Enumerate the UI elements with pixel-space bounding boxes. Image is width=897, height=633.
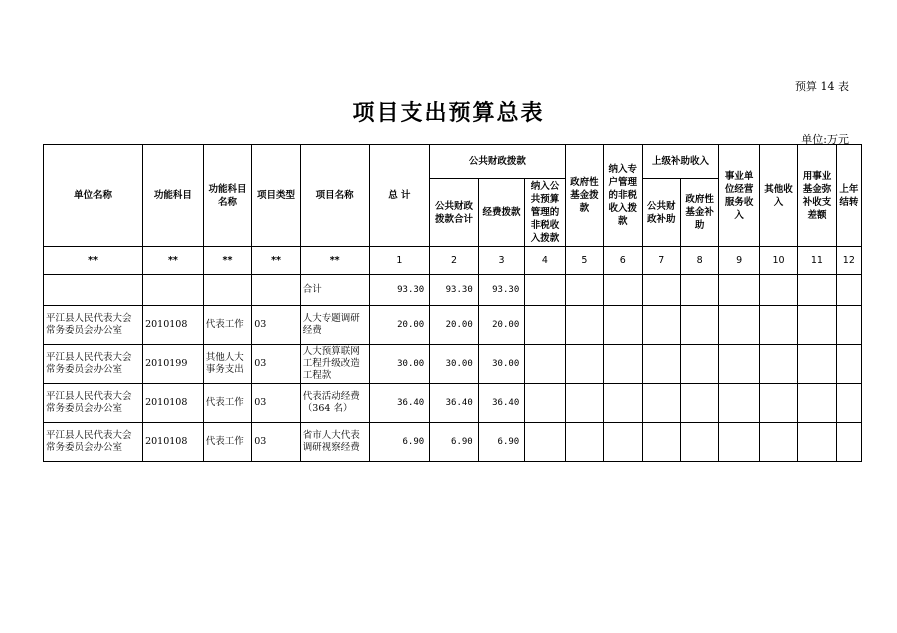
row-public-fin: 6.90 [430, 423, 479, 462]
row-total: 36.40 [369, 384, 430, 423]
table-row [44, 384, 862, 423]
total-total: 93.30 [369, 275, 430, 306]
total-row [44, 275, 862, 306]
header-superior-group: 上级补助收入 [642, 145, 719, 179]
row-func-name: 代表工作 [203, 384, 252, 423]
header-special-non-tax: 纳入专户管理的非税收入拨款 [604, 145, 642, 247]
row-public-fin: 30.00 [430, 345, 479, 384]
header-gov-fund: 政府性基金拨款 [565, 145, 603, 247]
row-total: 20.00 [369, 306, 430, 345]
row-public-fin: 36.40 [430, 384, 479, 423]
row-name: 代表活动经费（364 名） [300, 384, 369, 423]
row-func-name: 代表工作 [203, 423, 252, 462]
header-func-subject: 功能科目 [143, 145, 204, 247]
index-cell: 12 [836, 247, 861, 275]
index-cell: 4 [525, 247, 565, 275]
row-expense-fund: 36.40 [478, 384, 525, 423]
row-func: 2010108 [143, 306, 204, 345]
row-name: 人大预算联网工程升级改造工程款 [300, 345, 369, 384]
header-sup-gov-fund: 政府性基金补助 [680, 179, 718, 247]
header-non-tax-budget: 纳入公共预算管理的非税收入拨款 [525, 179, 565, 247]
row-func-name: 代表工作 [203, 306, 252, 345]
index-cell: ** [252, 247, 301, 275]
index-cell: 5 [565, 247, 603, 275]
header-business-fund: 用事业基金弥补收支差额 [798, 145, 836, 247]
row-name: 省市人大代表调研视察经费 [300, 423, 369, 462]
row-type: 03 [252, 423, 301, 462]
header-unit-name: 单位名称 [44, 145, 143, 247]
row-func: 2010108 [143, 384, 204, 423]
row-expense-fund: 30.00 [478, 345, 525, 384]
total-label: 合计 [300, 275, 369, 306]
row-expense-fund: 20.00 [478, 306, 525, 345]
index-cell: 11 [798, 247, 836, 275]
index-cell: 2 [430, 247, 479, 275]
header-total: 总 计 [369, 145, 430, 247]
page-title: 项目支出预算总表 [352, 101, 545, 126]
index-cell: 6 [604, 247, 642, 275]
header-project-name: 项目名称 [300, 145, 369, 247]
row-func: 2010199 [143, 345, 204, 384]
row-type: 03 [252, 345, 301, 384]
header-other-income: 其他收入 [759, 145, 797, 247]
form-number: 预算 14 表 [795, 80, 849, 93]
table-row [44, 423, 862, 462]
index-cell: ** [300, 247, 369, 275]
index-cell: 9 [719, 247, 759, 275]
index-cell: ** [143, 247, 204, 275]
total-expense-fund: 93.30 [478, 275, 525, 306]
row-name: 人大专题调研经费 [300, 306, 369, 345]
index-cell: ** [203, 247, 252, 275]
index-cell: 3 [478, 247, 525, 275]
row-expense-fund: 6.90 [478, 423, 525, 462]
index-cell: ** [44, 247, 143, 275]
budget-table [43, 144, 862, 462]
row-total: 6.90 [369, 423, 430, 462]
row-unit: 平江县人民代表大会常务委员会办公室 [44, 306, 143, 345]
total-public-fin: 93.30 [430, 275, 479, 306]
table-row [44, 306, 862, 345]
header-business-income: 事业单位经营服务收入 [719, 145, 759, 247]
table-row [44, 345, 862, 384]
index-cell: 7 [642, 247, 680, 275]
row-unit: 平江县人民代表大会常务委员会办公室 [44, 384, 143, 423]
header-sup-public-fin: 公共财政补助 [642, 179, 680, 247]
row-unit: 平江县人民代表大会常务委员会办公室 [44, 345, 143, 384]
unit-label: 单位:万元 [801, 133, 849, 146]
header-public-fin-total: 公共财政拨款合计 [430, 179, 479, 247]
header-expense-fund: 经费拨款 [478, 179, 525, 247]
row-func: 2010108 [143, 423, 204, 462]
row-type: 03 [252, 306, 301, 345]
header-carryover: 上年结转 [836, 145, 861, 247]
header-project-type: 项目类型 [252, 145, 301, 247]
row-public-fin: 20.00 [430, 306, 479, 345]
row-type: 03 [252, 384, 301, 423]
row-total: 30.00 [369, 345, 430, 384]
index-cell: 10 [759, 247, 797, 275]
index-cell: 8 [680, 247, 718, 275]
row-unit: 平江县人民代表大会常务委员会办公室 [44, 423, 143, 462]
index-cell: 1 [369, 247, 430, 275]
header-func-subject-name: 功能科目名称 [203, 145, 252, 247]
header-public-fin-group: 公共财政拨款 [430, 145, 565, 179]
row-func-name: 其他人大事务支出 [203, 345, 252, 384]
